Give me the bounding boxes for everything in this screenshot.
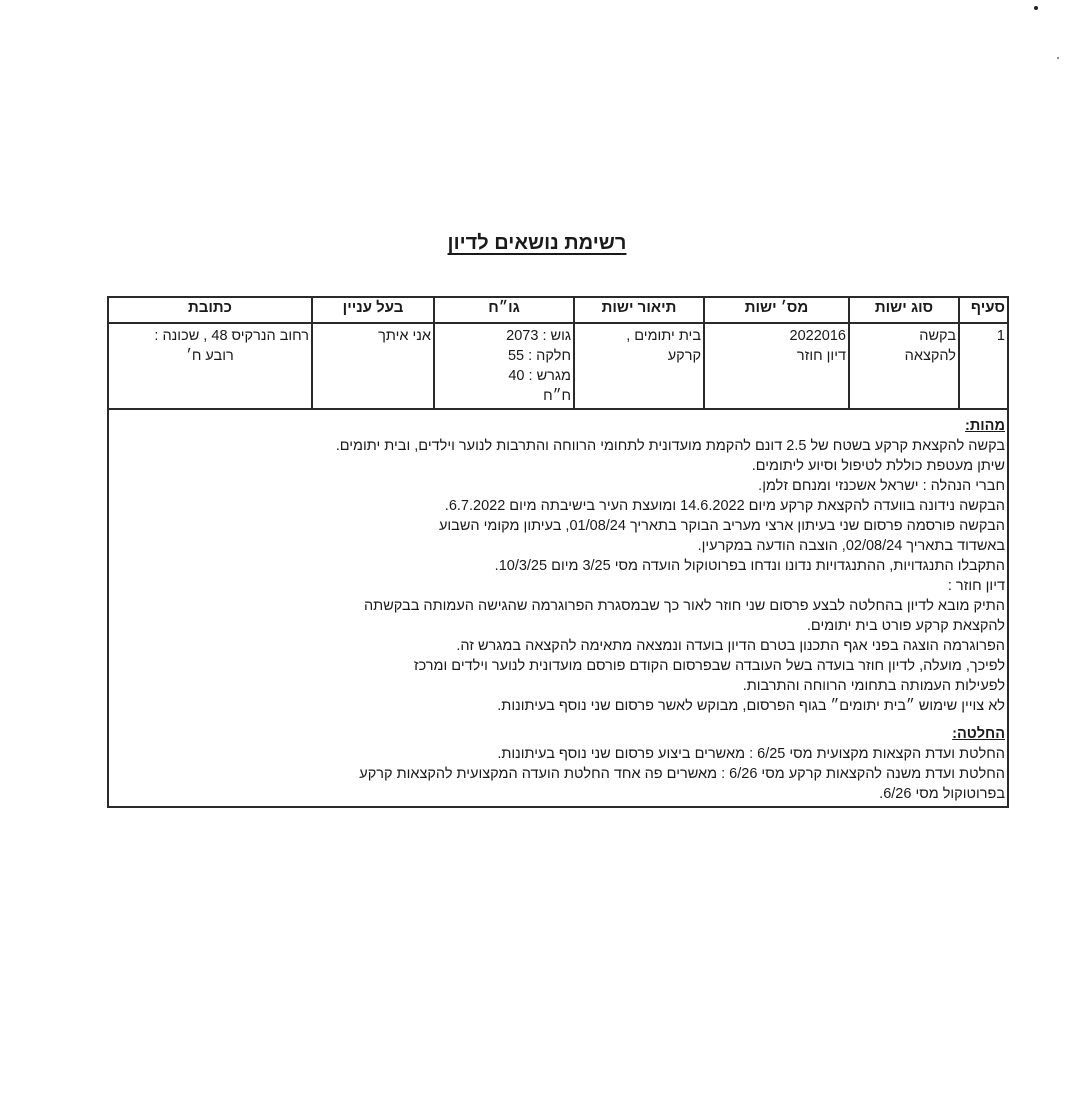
essence-line: דיון חוזר :: [947, 578, 1005, 594]
essence-line: חברי הנהלה : ישראל אשכנזי ומנחם זלמן.: [758, 478, 1005, 494]
essence-line: הבקשה נידונה בוועדה להקצאת קרקע מיום 14.6.2022 ומועצת העיר בישיבתה מיום 6.7.2022.: [444, 498, 1005, 514]
address-line: רובע ח׳: [186, 348, 234, 364]
header-block-parcel: גו״ח: [434, 297, 574, 323]
essence-line: התקבלו התנגדויות, ההתנגדויות נדונו ונדחו בפרוטוקול הועדה מסי 3/25 מיום 10/3/25.: [494, 558, 1005, 574]
essence-line: להקצאת קרקע פורט בית יתומים.: [806, 618, 1005, 634]
scan-speck: [1034, 6, 1038, 10]
essence-line: הפרוגרמה הוצגה בפני אגף התכנון בטרם הדיון בועדה ונמצאה מתאימה להקצאה במגרש זה.: [456, 638, 1005, 654]
entity-type-line: בקשה: [919, 328, 956, 344]
details-cell: [108, 409, 1008, 807]
decision-heading: החלטה:: [952, 726, 1005, 742]
essence-line: לפיכך, מועלה, לדיון חוזר בועדה בשל העובדה שבפרסום הקודם פורסם מועדונית לנוער וילדים ומרכז: [413, 658, 1005, 674]
page-title: [0, 232, 1074, 255]
header-entity-number: מס׳ ישות: [704, 297, 849, 323]
cell-entity-type: [849, 323, 959, 409]
scan-speck: [1057, 57, 1059, 59]
essence-line: התיק מובא לדיון בהחלטה לבצע פרסום שני חוזר לאור כך שבמסגרת הפרוגרמה שהגישה העמותה בבקשתה: [363, 598, 1005, 614]
essence-line: הבקשה פורסמה פרסום שני בעיתון ארצי מעריב הבוקר בתאריך 01/08/24, בעיתון מקומי השבוע: [438, 518, 1005, 534]
table-header-row: [108, 297, 1008, 323]
essence-heading: מהות:: [965, 418, 1005, 434]
block-parcel-line: מגרש : 40: [508, 368, 571, 384]
agenda-table: [107, 296, 1009, 808]
section-number: 1: [996, 328, 1005, 344]
essence-line: לפעילות העמותה בתחומי הרווחה והתרבות.: [742, 678, 1005, 694]
essence-line: באשדוד בתאריך 02/08/24, הוצבה הודעה במקרעין.: [697, 538, 1005, 554]
header-stakeholder: בעל עניין: [312, 297, 434, 323]
cell-section: [959, 323, 1008, 409]
cell-entity-number: [704, 323, 849, 409]
cell-entity-description: [574, 323, 704, 409]
essence-line: לא צויין שימוש ״בית יתומים״ בגוף הפרסום, מבוקש לאשר פרסום שני נוסף בעיתונות.: [497, 698, 1005, 714]
essence-line: בקשה להקצאת קרקע בשטח של 2.5 דונם להקמת מועדונית לתחומי הרווחה והתרבות לנוער וילדים, ובית יתומים.: [335, 438, 1005, 454]
essence-line: שיתן מעטפת כוללת לטיפול וסיוע ליתומים.: [751, 458, 1005, 474]
address-line: רחוב הנרקיס 48 , שכונה :: [154, 328, 309, 344]
cell-block-parcel: [434, 323, 574, 409]
block-parcel-line: ח״ח: [543, 388, 571, 404]
entity-type-line: להקצאה: [904, 348, 956, 364]
header-entity-type: סוג ישות: [849, 297, 959, 323]
entity-description-line: קרקע: [667, 348, 701, 364]
entity-description-line: בית יתומים ,: [626, 328, 701, 344]
details-row: [108, 409, 1008, 807]
table-row: [108, 323, 1008, 409]
header-entity-description: תיאור ישות: [574, 297, 704, 323]
cell-stakeholder: [312, 323, 434, 409]
decision-line: החלטת ועדת משנה להקצאות קרקע מסי 6/26 : מאשרים פה אחד החלטת הועדה המקצועית להקצאות קרקע: [359, 766, 1005, 782]
header-section: סעיף: [959, 297, 1008, 323]
cell-address: [108, 323, 312, 409]
entity-number-line: 2022016: [789, 328, 846, 344]
decision-line: בפרוטוקול מסי 6/26.: [879, 786, 1005, 802]
stakeholder-name: אני איתך: [378, 328, 431, 344]
page-title-text: רשימת נושאים לדיון: [447, 232, 627, 254]
entity-number-line: דיון חוזר: [796, 348, 846, 364]
block-parcel-line: חלקה : 55: [507, 348, 571, 364]
block-parcel-line: גוש : 2073: [506, 328, 571, 344]
decision-line: החלטת ועדת הקצאות מקצועית מסי 6/25 : מאשרים ביצוע פרסום שני נוסף בעיתונות.: [497, 746, 1005, 762]
header-address: כתובת: [108, 297, 312, 323]
